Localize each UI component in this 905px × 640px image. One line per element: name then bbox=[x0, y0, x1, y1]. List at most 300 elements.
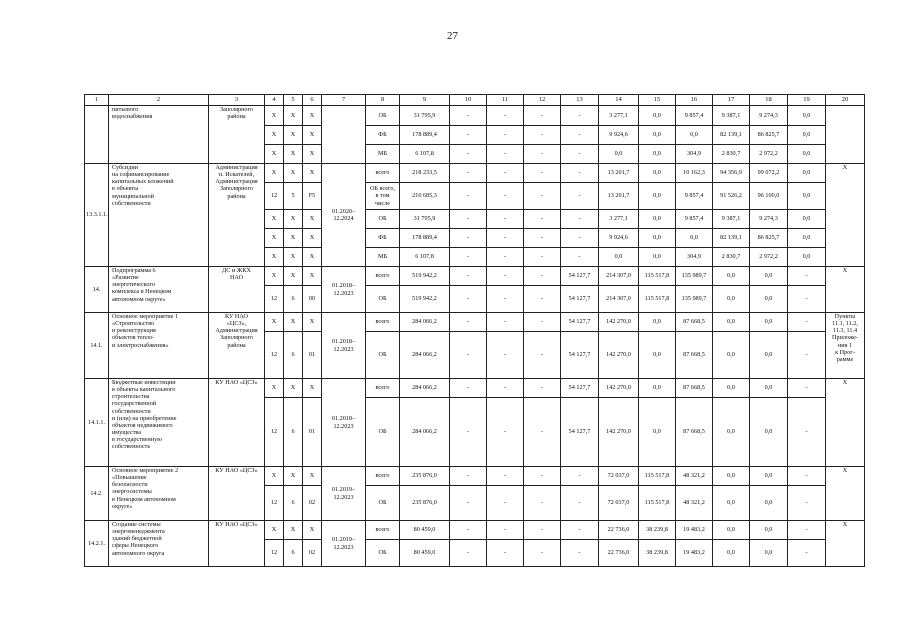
amount-cell: 0,0 bbox=[639, 248, 676, 267]
amount-cell: 9 857,4 bbox=[676, 183, 713, 210]
amount-cell: 86 825,7 bbox=[750, 229, 788, 248]
amount-cell: 10 162,3 bbox=[676, 164, 713, 183]
amount-cell: - bbox=[561, 248, 599, 267]
budget-code: Х bbox=[265, 467, 284, 486]
amount-cell: 0,0 bbox=[639, 183, 676, 210]
amount-cell: - bbox=[524, 521, 561, 540]
budget-code: Х bbox=[303, 229, 322, 248]
amount-cell: - bbox=[524, 398, 561, 467]
amount-cell: 72 037,0 bbox=[599, 467, 639, 486]
budget-code: Х bbox=[303, 379, 322, 398]
amount-cell: - bbox=[524, 145, 561, 164]
table-row bbox=[85, 467, 865, 486]
amount-cell: - bbox=[450, 332, 487, 379]
amount-cell: - bbox=[487, 521, 524, 540]
budget-code: Х bbox=[284, 521, 303, 540]
item-number bbox=[85, 106, 109, 164]
amount-cell: - bbox=[487, 379, 524, 398]
item-note bbox=[826, 106, 865, 164]
budget-code: Х bbox=[284, 164, 303, 183]
amount-cell: - bbox=[487, 486, 524, 521]
budget-code: Х bbox=[265, 248, 284, 267]
item-note: Х bbox=[826, 164, 865, 267]
funding-source: МБ bbox=[366, 145, 400, 164]
amount-cell: 0,0 bbox=[788, 183, 826, 210]
amount-cell: 0,0 bbox=[639, 106, 676, 126]
amount-cell: - bbox=[524, 486, 561, 521]
amount-cell: 0,0 bbox=[750, 332, 788, 379]
amount-cell: 80 459,0 bbox=[400, 540, 450, 567]
amount-cell: 519 942,2 bbox=[400, 286, 450, 313]
table-row bbox=[85, 313, 865, 332]
item-note: Х bbox=[826, 379, 865, 467]
amount-cell: - bbox=[487, 398, 524, 467]
funding-source: ОБ bbox=[366, 106, 400, 126]
amount-cell: - bbox=[524, 540, 561, 567]
amount-cell: 284 066,2 bbox=[400, 398, 450, 467]
amount-cell: - bbox=[487, 286, 524, 313]
amount-cell: 54 127,7 bbox=[561, 267, 599, 286]
amount-cell: 0,0 bbox=[788, 210, 826, 229]
amount-cell: 0,0 bbox=[788, 248, 826, 267]
amount-cell: - bbox=[450, 467, 487, 486]
amount-cell: - bbox=[450, 183, 487, 210]
budget-code: Х bbox=[303, 210, 322, 229]
budget-code: Х bbox=[303, 164, 322, 183]
amount-cell: - bbox=[524, 126, 561, 145]
budget-code: Х bbox=[303, 145, 322, 164]
table-row bbox=[85, 267, 865, 286]
amount-cell: - bbox=[450, 145, 487, 164]
amount-cell: 38 239,8 bbox=[639, 540, 676, 567]
amount-cell: - bbox=[524, 248, 561, 267]
amount-cell: 6 107,8 bbox=[400, 248, 450, 267]
amount-cell: 9 387,1 bbox=[713, 210, 750, 229]
amount-cell: - bbox=[561, 126, 599, 145]
amount-cell: 54 127,7 bbox=[561, 379, 599, 398]
amount-cell: 9 857,4 bbox=[676, 210, 713, 229]
item-number: 14.1. bbox=[85, 313, 109, 379]
amount-cell: - bbox=[561, 106, 599, 126]
amount-cell: 0,0 bbox=[750, 540, 788, 567]
column-header: 8 bbox=[366, 95, 400, 106]
amount-cell: 0,0 bbox=[599, 145, 639, 164]
amount-cell: 0,0 bbox=[788, 106, 826, 126]
amount-cell: 0,0 bbox=[639, 145, 676, 164]
budget-code: Х bbox=[284, 126, 303, 145]
amount-cell: 87 668,5 bbox=[676, 332, 713, 379]
amount-cell: 2 972,2 bbox=[750, 145, 788, 164]
amount-cell: 19 483,2 bbox=[676, 540, 713, 567]
amount-cell: 218 233,5 bbox=[400, 164, 450, 183]
funding-source: всего bbox=[366, 313, 400, 332]
column-header: 20 bbox=[826, 95, 865, 106]
amount-cell: - bbox=[788, 313, 826, 332]
item-name: Субсидии на софинансирование капитальных вложений в объекты муниципальной собственности bbox=[109, 164, 209, 267]
item-note: Х bbox=[826, 467, 865, 521]
amount-cell: - bbox=[450, 267, 487, 286]
amount-cell: 2 972,2 bbox=[750, 248, 788, 267]
column-header: 12 bbox=[524, 95, 561, 106]
item-note: Х bbox=[826, 267, 865, 313]
amount-cell: 0,0 bbox=[788, 229, 826, 248]
amount-cell: 304,9 bbox=[676, 248, 713, 267]
amount-cell: - bbox=[450, 286, 487, 313]
funding-source: ОБ bbox=[366, 332, 400, 379]
budget-code: 01 bbox=[303, 398, 322, 467]
budget-code: Х bbox=[284, 313, 303, 332]
amount-cell: - bbox=[524, 183, 561, 210]
amount-cell: 235 876,0 bbox=[400, 486, 450, 521]
amount-cell: - bbox=[450, 126, 487, 145]
amount-cell: 0,0 bbox=[788, 126, 826, 145]
amount-cell: 0,0 bbox=[750, 313, 788, 332]
column-header: 19 bbox=[788, 95, 826, 106]
amount-cell: - bbox=[524, 106, 561, 126]
amount-cell: 0,0 bbox=[639, 379, 676, 398]
amount-cell: 72 037,0 bbox=[599, 486, 639, 521]
amount-cell: - bbox=[450, 313, 487, 332]
amount-cell: - bbox=[524, 229, 561, 248]
table-row bbox=[85, 521, 865, 540]
amount-cell: 284 066,2 bbox=[400, 332, 450, 379]
amount-cell: - bbox=[524, 379, 561, 398]
funding-source: ОБ bbox=[366, 540, 400, 567]
item-period: 01.2018– 12.2023 bbox=[322, 267, 366, 313]
column-header: 5 bbox=[284, 95, 303, 106]
amount-cell: - bbox=[487, 164, 524, 183]
amount-cell: 0,0 bbox=[639, 164, 676, 183]
item-period: 01.2018– 12.2023 bbox=[322, 313, 366, 379]
amount-cell: 0,0 bbox=[639, 210, 676, 229]
item-number: 14.2. bbox=[85, 467, 109, 521]
column-header: 7 bbox=[322, 95, 366, 106]
budget-code: F5 bbox=[303, 183, 322, 210]
amount-cell: - bbox=[788, 398, 826, 467]
amount-cell: 0,0 bbox=[713, 379, 750, 398]
budget-code: Х bbox=[284, 106, 303, 126]
amount-cell: 0,0 bbox=[713, 486, 750, 521]
budget-code: Х bbox=[265, 313, 284, 332]
amount-cell: 87 668,5 bbox=[676, 398, 713, 467]
amount-cell: - bbox=[487, 210, 524, 229]
budget-code: 12 bbox=[265, 332, 284, 379]
amount-cell: 0,0 bbox=[750, 379, 788, 398]
amount-cell: 2 830,7 bbox=[713, 145, 750, 164]
item-period: 01.2018– 12.2023 bbox=[322, 379, 366, 467]
budget-code: Х bbox=[284, 210, 303, 229]
item-executor: Заполярного района bbox=[209, 106, 265, 164]
funding-source: ОБ всего, в том числе bbox=[366, 183, 400, 210]
amount-cell: - bbox=[487, 332, 524, 379]
column-header: 4 bbox=[265, 95, 284, 106]
item-name: Основное мероприятие 2 «Повышение безопасности энергосистемы в Ненецком автономном округе» bbox=[109, 467, 209, 521]
item-executor: Администрация п. Искателей, Администрация Заполярного района bbox=[209, 164, 265, 267]
amount-cell: 80 459,0 bbox=[400, 521, 450, 540]
amount-cell: 9 924,6 bbox=[599, 126, 639, 145]
column-header: 14 bbox=[599, 95, 639, 106]
column-header: 13 bbox=[561, 95, 599, 106]
amount-cell: 48 321,2 bbox=[676, 486, 713, 521]
amount-cell: - bbox=[487, 145, 524, 164]
amount-cell: 142 270,0 bbox=[599, 313, 639, 332]
item-executor: КУ НАО «ЦСЗ» bbox=[209, 379, 265, 467]
budget-code: 6 bbox=[284, 398, 303, 467]
amount-cell: 0,0 bbox=[639, 229, 676, 248]
funding-source: всего bbox=[366, 267, 400, 286]
item-executor: КУ НАО «ЦСЗ», Администрация Заполярного района bbox=[209, 313, 265, 379]
funding-source: ФБ bbox=[366, 229, 400, 248]
amount-cell: - bbox=[450, 248, 487, 267]
item-note: Пункты 11.1, 11.2, 11.3, 11.4 Приложе- ния 1 к Прог- рамме bbox=[826, 313, 865, 379]
amount-cell: 0,0 bbox=[750, 486, 788, 521]
budget-code: Х bbox=[265, 210, 284, 229]
budget-code: 6 bbox=[284, 286, 303, 313]
amount-cell: 0,0 bbox=[713, 267, 750, 286]
amount-cell: 142 270,0 bbox=[599, 332, 639, 379]
column-header: 3 bbox=[209, 95, 265, 106]
funding-source: МБ bbox=[366, 248, 400, 267]
item-name: Бюджетные инвестиции в объекты капитального строительства государственной собственности и (или) на приобретение объектов недвижимого имущества в государственную собственность bbox=[109, 379, 209, 467]
budget-code: 6 bbox=[284, 332, 303, 379]
amount-cell: 2 830,7 bbox=[713, 248, 750, 267]
amount-cell: 0,0 bbox=[713, 467, 750, 486]
amount-cell: 142 270,0 bbox=[599, 398, 639, 467]
item-number: 14. bbox=[85, 267, 109, 313]
amount-cell: 115 517,8 bbox=[639, 467, 676, 486]
amount-cell: 0,0 bbox=[676, 126, 713, 145]
amount-cell: - bbox=[487, 229, 524, 248]
amount-cell: 0,0 bbox=[713, 540, 750, 567]
amount-cell: 210 685,3 bbox=[400, 183, 450, 210]
item-name: питьевого водоснабжения bbox=[109, 106, 209, 164]
amount-cell: 9 857,4 bbox=[676, 106, 713, 126]
budget-code: Х bbox=[303, 248, 322, 267]
amount-cell: - bbox=[487, 248, 524, 267]
budget-code: Х bbox=[265, 229, 284, 248]
amount-cell: 0,0 bbox=[713, 332, 750, 379]
amount-cell: 142 270,0 bbox=[599, 379, 639, 398]
table-row bbox=[85, 106, 865, 126]
column-header: 6 bbox=[303, 95, 322, 106]
amount-cell: - bbox=[788, 486, 826, 521]
budget-code: Х bbox=[284, 467, 303, 486]
amount-cell: 54 127,7 bbox=[561, 286, 599, 313]
amount-cell: 0,0 bbox=[750, 267, 788, 286]
budget-code: Х bbox=[303, 467, 322, 486]
amount-cell: 214 307,0 bbox=[599, 286, 639, 313]
amount-cell: - bbox=[524, 467, 561, 486]
funding-source: ОБ bbox=[366, 486, 400, 521]
amount-cell: 9 924,6 bbox=[599, 229, 639, 248]
budget-code: 6 bbox=[284, 540, 303, 567]
budget-code: Х bbox=[303, 313, 322, 332]
amount-cell: 22 736,0 bbox=[599, 540, 639, 567]
budget-code: Х bbox=[303, 267, 322, 286]
amount-cell: 0,0 bbox=[639, 313, 676, 332]
budget-code: Х bbox=[265, 379, 284, 398]
amount-cell: 115 517,8 bbox=[639, 267, 676, 286]
amount-cell: 13 201,7 bbox=[599, 183, 639, 210]
amount-cell: - bbox=[524, 267, 561, 286]
amount-cell: 9 387,1 bbox=[713, 106, 750, 126]
page-number: 27 bbox=[447, 30, 458, 42]
amount-cell: 94 356,9 bbox=[713, 164, 750, 183]
budget-code: 5 bbox=[284, 183, 303, 210]
amount-cell: - bbox=[450, 210, 487, 229]
item-period: 01.2019– 12.2023 bbox=[322, 521, 366, 567]
budget-code: Х bbox=[303, 126, 322, 145]
amount-cell: - bbox=[487, 467, 524, 486]
amount-cell: - bbox=[450, 106, 487, 126]
amount-cell: 54 127,7 bbox=[561, 398, 599, 467]
item-name: Основное мероприятие 1 «Строительство и реконструкция объектов тепло- и электроснабжения» bbox=[109, 313, 209, 379]
amount-cell: - bbox=[561, 521, 599, 540]
amount-cell: 3 277,1 bbox=[599, 210, 639, 229]
amount-cell: - bbox=[524, 286, 561, 313]
amount-cell: 22 736,0 bbox=[599, 521, 639, 540]
amount-cell: 235 876,0 bbox=[400, 467, 450, 486]
item-name: Создание системы энергоменеджмента зданий бюджетной сферы Ненецкого автономного округа bbox=[109, 521, 209, 567]
budget-code: Х bbox=[265, 521, 284, 540]
amount-cell: 19 483,2 bbox=[676, 521, 713, 540]
amount-cell: - bbox=[487, 126, 524, 145]
funding-source: ОБ bbox=[366, 286, 400, 313]
amount-cell: 0,0 bbox=[788, 164, 826, 183]
amount-cell: 13 201,7 bbox=[599, 164, 639, 183]
amount-cell: - bbox=[788, 332, 826, 379]
amount-cell: 31 795,9 bbox=[400, 106, 450, 126]
amount-cell: 0,0 bbox=[713, 286, 750, 313]
funding-source: ОБ bbox=[366, 210, 400, 229]
budget-code: Х bbox=[284, 267, 303, 286]
column-header: 18 bbox=[750, 95, 788, 106]
amount-cell: 31 795,9 bbox=[400, 210, 450, 229]
amount-cell: - bbox=[788, 467, 826, 486]
amount-cell: 135 989,7 bbox=[676, 267, 713, 286]
program-table bbox=[84, 94, 865, 567]
budget-code: Х bbox=[265, 164, 284, 183]
amount-cell: - bbox=[561, 467, 599, 486]
column-header: 10 bbox=[450, 95, 487, 106]
amount-cell: 82 139,1 bbox=[713, 126, 750, 145]
amount-cell: - bbox=[450, 398, 487, 467]
amount-cell: 91 526,2 bbox=[713, 183, 750, 210]
amount-cell: 86 825,7 bbox=[750, 126, 788, 145]
amount-cell: 0,0 bbox=[750, 467, 788, 486]
budget-code: 02 bbox=[303, 486, 322, 521]
amount-cell: 178 889,4 bbox=[400, 229, 450, 248]
item-period: 01.2019– 12.2023 bbox=[322, 467, 366, 521]
table-row bbox=[85, 164, 865, 183]
amount-cell: 0,0 bbox=[713, 398, 750, 467]
item-executor: КУ НАО «ЦСЗ» bbox=[209, 521, 265, 567]
amount-cell: 9 274,3 bbox=[750, 210, 788, 229]
amount-cell: 284 066,2 bbox=[400, 313, 450, 332]
funding-source: всего bbox=[366, 467, 400, 486]
amount-cell: - bbox=[487, 313, 524, 332]
amount-cell: 96 100,0 bbox=[750, 183, 788, 210]
budget-code: Х bbox=[284, 229, 303, 248]
amount-cell: 519 942,2 bbox=[400, 267, 450, 286]
header-row bbox=[85, 95, 865, 106]
amount-cell: 9 274,3 bbox=[750, 106, 788, 126]
item-note: Х bbox=[826, 521, 865, 567]
amount-cell: - bbox=[524, 332, 561, 379]
amount-cell: 304,9 bbox=[676, 145, 713, 164]
funding-source: всего bbox=[366, 164, 400, 183]
amount-cell: 0,0 bbox=[639, 126, 676, 145]
amount-cell: - bbox=[561, 145, 599, 164]
amount-cell: - bbox=[487, 540, 524, 567]
amount-cell: 0,0 bbox=[639, 398, 676, 467]
amount-cell: 54 127,7 bbox=[561, 313, 599, 332]
item-executor: КУ НАО «ЦСЗ» bbox=[209, 467, 265, 521]
amount-cell: 0,0 bbox=[676, 229, 713, 248]
budget-code: Х bbox=[284, 145, 303, 164]
funding-source: всего bbox=[366, 521, 400, 540]
budget-code: 00 bbox=[303, 286, 322, 313]
item-period bbox=[322, 106, 366, 164]
amount-cell: - bbox=[561, 486, 599, 521]
budget-code: 01 bbox=[303, 332, 322, 379]
amount-cell: - bbox=[487, 267, 524, 286]
amount-cell: 99 072,2 bbox=[750, 164, 788, 183]
budget-code: 6 bbox=[284, 486, 303, 521]
column-header: 11 bbox=[487, 95, 524, 106]
amount-cell: - bbox=[561, 540, 599, 567]
amount-cell: - bbox=[788, 379, 826, 398]
amount-cell: 0,0 bbox=[639, 332, 676, 379]
column-header: 17 bbox=[713, 95, 750, 106]
item-number: 14.2.1. bbox=[85, 521, 109, 567]
amount-cell: - bbox=[487, 106, 524, 126]
amount-cell: 135 989,7 bbox=[676, 286, 713, 313]
budget-code: Х bbox=[284, 248, 303, 267]
amount-cell: - bbox=[450, 229, 487, 248]
amount-cell: 178 889,4 bbox=[400, 126, 450, 145]
amount-cell: 6 107,8 bbox=[400, 145, 450, 164]
budget-code: Х bbox=[265, 106, 284, 126]
budget-code: Х bbox=[265, 126, 284, 145]
amount-cell: - bbox=[561, 210, 599, 229]
amount-cell: - bbox=[788, 540, 826, 567]
funding-source: ФБ bbox=[366, 126, 400, 145]
budget-code: 12 bbox=[265, 540, 284, 567]
budget-code: Х bbox=[284, 379, 303, 398]
amount-cell: - bbox=[450, 379, 487, 398]
column-header: 1 bbox=[85, 95, 109, 106]
amount-cell: - bbox=[788, 286, 826, 313]
budget-code: Х bbox=[265, 145, 284, 164]
amount-cell: - bbox=[450, 164, 487, 183]
amount-cell: 0,0 bbox=[750, 286, 788, 313]
amount-cell: - bbox=[788, 521, 826, 540]
amount-cell: 0,0 bbox=[750, 398, 788, 467]
budget-code: Х bbox=[265, 267, 284, 286]
amount-cell: - bbox=[524, 210, 561, 229]
amount-cell: 0,0 bbox=[599, 248, 639, 267]
funding-source: ОБ bbox=[366, 398, 400, 467]
item-number: 13.3.1.1. bbox=[85, 164, 109, 267]
amount-cell: 0,0 bbox=[713, 521, 750, 540]
amount-cell: - bbox=[450, 540, 487, 567]
amount-cell: 115 517,8 bbox=[639, 486, 676, 521]
budget-code: 12 bbox=[265, 398, 284, 467]
budget-code: 12 bbox=[265, 183, 284, 210]
amount-cell: 38 239,8 bbox=[639, 521, 676, 540]
amount-cell: 54 127,7 bbox=[561, 332, 599, 379]
